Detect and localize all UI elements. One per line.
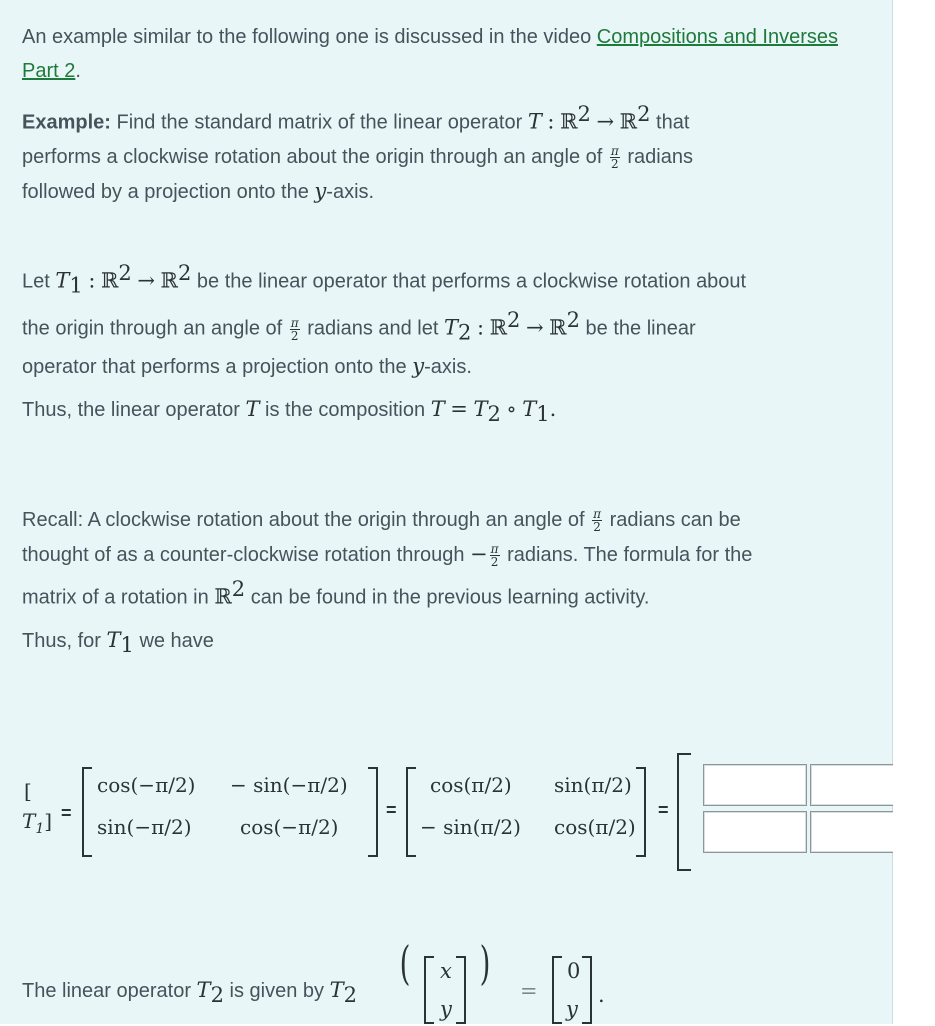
m1-c: sin(−π/2): [97, 815, 192, 839]
m1-d: cos(−π/2): [240, 815, 339, 839]
intro-paragraph: An example similar to the following one is discussed in the video Compositions and Inverses Part 2.: [22, 26, 838, 82]
m2-a: cos(π/2): [430, 773, 512, 797]
pi-over-2: $\frac{\pi}{2}$: [593, 507, 602, 535]
t2-paragraph: The linear operator $T_2$ is given by $T_2$ ( x y ) = 0 y .: [22, 950, 872, 1024]
t2-formula: ( x y ) = 0 y .: [392, 950, 612, 1024]
m2-b: sin(π/2): [554, 773, 632, 797]
intro-text: An example similar to the following one is discussed in the video: [22, 26, 597, 48]
m1-a: cos(−π/2): [97, 773, 196, 797]
pi-over-2: $\frac{\pi}{2}$: [290, 315, 299, 343]
video-link[interactable]: Compositions and Inverses Part 2: [22, 26, 838, 82]
pi-over-2: $\frac{\pi}{2}$: [610, 143, 619, 171]
m2-c: − sin(π/2): [420, 815, 521, 839]
answer-input-11[interactable]: [703, 764, 807, 806]
m1-b: − sin(−π/2): [230, 773, 348, 797]
example-paragraph: Example: Find the standard matrix of the linear operator T : ℝ$^2$ → ℝ$^2$ that performs a clockwise rotation about the origin through an angle of $\frac{\pi}{2}$ radians followed by a projection onto the y-axis.: [22, 102, 693, 203]
answer-input-21[interactable]: [703, 811, 807, 853]
m2-d: cos(π/2): [554, 815, 636, 839]
example-label: Example:: [22, 111, 111, 134]
let-paragraph: Let $T_1$ : ℝ$^2$ → ℝ$^2$ be the linear operator that performs a clockwise rotation about the origin through an angle of $\frac{\pi}{2}$ radians and let $T_2$ : ℝ$^2$ → ℝ$^2$ be the linear operator that performs a projection onto the y-axis. Thus, the linear operator T is the composition $T = T_2$ ∘ $T_1$.: [22, 261, 747, 427]
scroll-area: [893, 0, 935, 1024]
recall-paragraph: Recall: A clockwise rotation about the origin through an angle of $\frac{\pi}{2}$ radians can be thought of as a counter-clockwise rotation through − $\frac{\pi}{2}$ radians. The formula for the matrix of a rotation in ℝ$^2$ can be found in the previous learning activity. Thus, for $T_1$ we have: [22, 507, 753, 657]
matrix-equation: [ $T_1$] = cos(−π/2) − sin(−π/2) sin(−π/2) cos(−π/2) = cos(π/2) sin(π/2) − sin(π/2) cos(π/2) =: [0, 745, 892, 880]
pi-over-2: $\frac{\pi}{2}$: [490, 542, 499, 570]
